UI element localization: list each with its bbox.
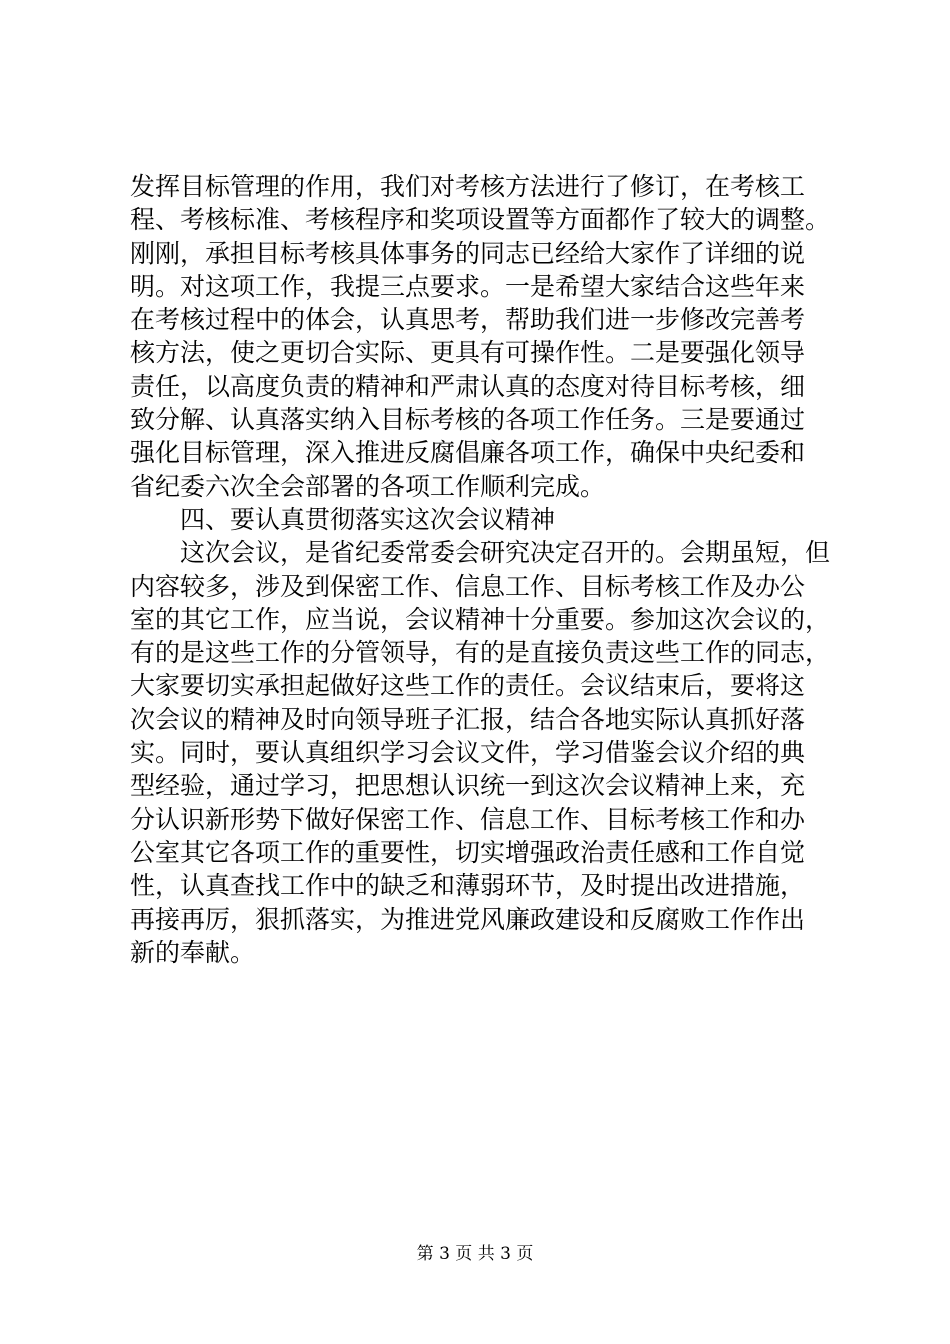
text-line: 新的奉献。	[130, 937, 256, 967]
page-number: 第 3 页 共 3 页	[416, 1244, 534, 1264]
text-line: 省纪委六次全会部署的各项工作顺利完成。	[130, 471, 606, 501]
text-line: 这次会议，是省纪委常委会研究决定召开的。会期虽短，但	[130, 538, 831, 568]
text-line: 实。同时，要认真组织学习会议文件，学习借鉴会议介绍的典	[130, 738, 806, 768]
text-line: 公室其它各项工作的重要性，切实增强政治责任感和工作自觉	[130, 837, 806, 867]
text-line: 刚刚，承担目标考核具体事务的同志已经给大家作了详细的说	[130, 238, 806, 268]
text-line: 发挥目标管理的作用，我们对考核方法进行了修订，在考核工	[130, 172, 806, 201]
text-line: 分认识新形势下做好保密工作、信息工作、目标考核工作和办	[130, 804, 806, 834]
text-line: 型经验，通过学习，把思想认识统一到这次会议精神上来，充	[130, 771, 806, 801]
document-body	[130, 170, 830, 969]
text-line: 致分解、认真落实纳入目标考核的各项工作任务。三是要通过	[130, 405, 806, 435]
text-line: 再接再厉，狠抓落实，为推进党风廉政建设和反腐败工作作出	[130, 904, 806, 934]
text-line: 次会议的精神及时向领导班子汇报，结合各地实际认真抓好落	[130, 704, 806, 734]
text-line: 有的是这些工作的分管领导，有的是直接负责这些工作的同志，	[130, 638, 831, 668]
text-line: 大家要切实承担起做好这些工作的责任。会议结束后，要将这	[130, 671, 806, 701]
text-line: 核方法，使之更切合实际、更具有可操作性。二是要强化领导	[130, 338, 806, 368]
text-line: 程、考核标准、考核程序和奖项设置等方面都作了较大的调整。	[130, 205, 831, 235]
text-line: 内容较多，涉及到保密工作、信息工作、目标考核工作及办公	[130, 571, 806, 601]
section-heading: 四、要认真贯彻落实这次会议精神	[130, 504, 556, 534]
text-line: 性，认真查找工作中的缺乏和薄弱环节，及时提出改进措施，	[130, 871, 806, 901]
text-line: 在考核过程中的体会，认真思考，帮助我们进一步修改完善考	[130, 305, 806, 335]
text-line: 室的其它工作，应当说，会议精神十分重要。参加这次会议的，	[130, 604, 831, 634]
text-line: 明。对这项工作，我提三点要求。一是希望大家结合这些年来	[130, 271, 806, 301]
page-footer	[0, 1242, 950, 1266]
text-line: 责任，以高度负责的精神和严肃认真的态度对待目标考核，细	[130, 371, 806, 401]
text-line: 强化目标管理，深入推进反腐倡廉各项工作，确保中央纪委和	[130, 438, 806, 468]
